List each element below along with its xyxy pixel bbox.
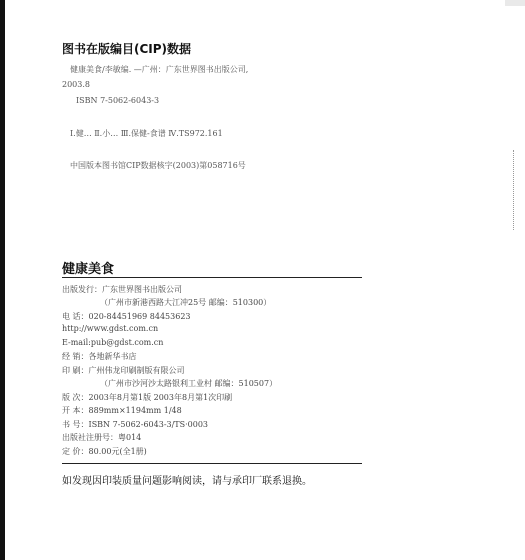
- detail-isbn: 书 号：ISBN 7-5062-6043-3/TS·0003: [62, 420, 209, 429]
- detail-publisher-address: （广州市新港西路大江冲25号 邮编：510300）: [100, 298, 272, 307]
- cip-line-title: 健康美食/李敏编. —广州：广东世界图书出版公司,: [70, 65, 249, 74]
- detail-printer: 印 刷：广州伟龙印刷制版有限公司: [62, 366, 185, 375]
- cip-line-isbn: ISBN 7-5062-6043-3: [76, 96, 160, 105]
- detail-format: 开 本：889mm×1194mm 1/48: [62, 406, 182, 415]
- title-rule: [62, 277, 362, 278]
- book-title: 健康美食: [62, 262, 115, 277]
- scan-dust-marks: [513, 150, 515, 230]
- detail-phone: 电 话：020-84451969 84453623: [62, 312, 191, 321]
- cip-line-classification: Ⅰ.健… Ⅱ.小… Ⅲ.保健-食谱 Ⅳ.TS972.161: [70, 129, 223, 138]
- detail-email: E-mail:pub@gdst.com.cn: [62, 338, 164, 347]
- cip-line-record: 中国版本图书馆CIP数据核字(2003)第058716号: [70, 161, 246, 170]
- detail-printer-address: （广州市沙河沙太路银利工业村 邮编：510507）: [100, 379, 278, 388]
- scan-edge-mark: [505, 0, 525, 6]
- detail-edition: 版 次：2003年8月第1版 2003年8月第1次印刷: [62, 393, 233, 402]
- detail-price: 定 价：80.00元(全1册): [62, 447, 147, 456]
- detail-website: http://www.gdst.com.cn: [62, 324, 159, 333]
- scan-edge-bar: [0, 0, 5, 560]
- cip-line-year: 2003.8: [62, 80, 90, 89]
- detail-publisher: 出版发行：广东世界图书出版公司: [62, 285, 182, 294]
- footer-rule: [62, 463, 362, 464]
- footer-notice: 如发现因印装质量问题影响阅读，请与承印厂联系退换。: [62, 476, 312, 487]
- detail-distributor: 经 销：各地新华书店: [62, 352, 137, 361]
- detail-registration: 出版社注册号：粤014: [62, 433, 142, 442]
- cip-heading: 图书在版编目(CIP)数据: [62, 42, 192, 56]
